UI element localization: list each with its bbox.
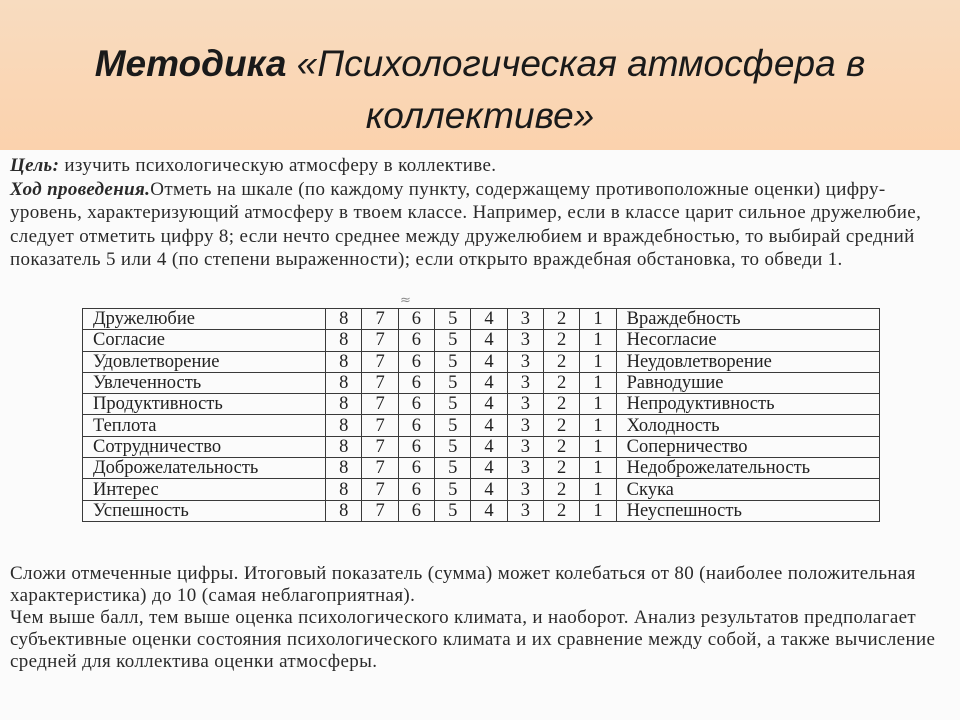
score-cell[interactable]: 5: [435, 436, 471, 457]
score-cell[interactable]: 2: [544, 330, 580, 351]
procedure-text: Отметь на шкале (по каждому пункту, содержащему противоположные оценки) цифру-уровень, характеризующий атмосферу в твоем классе. Например, если в классе царит сильное дружелюбие, следует отметить цифру 8; если нечто среднее между дружелюбием и враждебностью, то выбирай средний показатель 5 или 4 (по степени выраженности); если открыто враждебная обстановка, то обведи 1.: [10, 178, 922, 270]
negative-pole: Холодность: [616, 415, 879, 436]
negative-pole: Несогласие: [616, 330, 879, 351]
positive-pole: Интерес: [83, 479, 326, 500]
score-cell[interactable]: 5: [435, 394, 471, 415]
instructions: [10, 154, 955, 272]
score-cell[interactable]: 6: [398, 330, 434, 351]
score-cell[interactable]: 4: [471, 351, 507, 372]
score-cell[interactable]: 7: [362, 458, 398, 479]
score-cell[interactable]: 6: [398, 351, 434, 372]
scan-mark: ≈: [400, 293, 411, 308]
table-row: [83, 479, 880, 500]
table-row: [83, 330, 880, 351]
score-cell[interactable]: 2: [544, 372, 580, 393]
score-cell[interactable]: 2: [544, 394, 580, 415]
positive-pole: Дружелюбие: [83, 309, 326, 330]
score-cell[interactable]: 7: [362, 394, 398, 415]
score-cell[interactable]: 8: [326, 309, 362, 330]
score-cell[interactable]: 4: [471, 309, 507, 330]
score-cell[interactable]: 3: [507, 415, 543, 436]
positive-pole: Успешность: [83, 500, 326, 521]
positive-pole: Доброжелательность: [83, 458, 326, 479]
positive-pole: Теплота: [83, 415, 326, 436]
score-cell[interactable]: 8: [326, 415, 362, 436]
score-cell[interactable]: 6: [398, 415, 434, 436]
table-row: [83, 372, 880, 393]
score-cell[interactable]: 7: [362, 309, 398, 330]
scanned-document: [0, 150, 960, 720]
title-rest: «Психологическая атмосфера в коллективе»: [286, 43, 866, 136]
score-cell[interactable]: 3: [507, 458, 543, 479]
score-cell[interactable]: 5: [435, 372, 471, 393]
score-cell[interactable]: 3: [507, 436, 543, 457]
positive-pole: Согласие: [83, 330, 326, 351]
table-row: [83, 351, 880, 372]
title-bold: Методика: [94, 43, 287, 84]
score-cell[interactable]: 4: [471, 372, 507, 393]
score-cell[interactable]: 1: [580, 372, 616, 393]
score-cell[interactable]: 4: [471, 394, 507, 415]
score-cell[interactable]: 7: [362, 415, 398, 436]
negative-pole: Неуспешность: [616, 500, 879, 521]
score-cell[interactable]: 8: [326, 436, 362, 457]
score-cell[interactable]: 7: [362, 479, 398, 500]
score-cell[interactable]: 2: [544, 415, 580, 436]
score-cell[interactable]: 3: [507, 479, 543, 500]
score-cell[interactable]: 5: [435, 330, 471, 351]
table-row: [83, 500, 880, 521]
negative-pole: Равнодушие: [616, 372, 879, 393]
score-cell[interactable]: 2: [544, 309, 580, 330]
score-cell[interactable]: 1: [580, 500, 616, 521]
table-row: [83, 394, 880, 415]
rating-scale-table: [82, 308, 880, 522]
scoring-note: Сложи отмеченные цифры. Итоговый показатель (сумма) может колебаться от 80 (наиболее положительная характеристика) до 10 (самая неблагоприятная).: [10, 563, 916, 606]
score-cell[interactable]: 7: [362, 500, 398, 521]
score-cell[interactable]: 6: [398, 500, 434, 521]
score-cell[interactable]: 8: [326, 479, 362, 500]
score-cell[interactable]: 5: [435, 500, 471, 521]
page-title: [40, 38, 920, 142]
score-cell[interactable]: 8: [326, 351, 362, 372]
negative-pole: Неудовлетворение: [616, 351, 879, 372]
score-cell[interactable]: 1: [580, 309, 616, 330]
score-cell[interactable]: 5: [435, 479, 471, 500]
score-cell[interactable]: 7: [362, 330, 398, 351]
score-cell[interactable]: 6: [398, 372, 434, 393]
score-cell[interactable]: 5: [435, 351, 471, 372]
score-cell[interactable]: 3: [507, 500, 543, 521]
score-cell[interactable]: 1: [580, 458, 616, 479]
negative-pole: Скука: [616, 479, 879, 500]
score-cell[interactable]: 5: [435, 309, 471, 330]
score-cell[interactable]: 8: [326, 500, 362, 521]
score-cell[interactable]: 3: [507, 309, 543, 330]
score-cell[interactable]: 3: [507, 330, 543, 351]
score-cell[interactable]: 6: [398, 309, 434, 330]
score-cell[interactable]: 2: [544, 436, 580, 457]
score-cell[interactable]: 2: [544, 458, 580, 479]
score-cell[interactable]: 2: [544, 479, 580, 500]
score-cell[interactable]: 4: [471, 330, 507, 351]
score-cell[interactable]: 3: [507, 372, 543, 393]
score-cell[interactable]: 7: [362, 351, 398, 372]
results-notes: [10, 563, 955, 673]
analysis-note: Чем выше балл, тем выше оценка психологического климата, и наоборот. Анализ результатов предполагает субъективные оценки состояния психологического климата и их сравнение между собой, а также вычисление средней для коллектива оценки атмосферы.: [10, 607, 936, 672]
score-cell[interactable]: 3: [507, 351, 543, 372]
negative-pole: Враждебность: [616, 309, 879, 330]
positive-pole: Продуктивность: [83, 394, 326, 415]
score-cell[interactable]: 4: [471, 479, 507, 500]
score-cell[interactable]: 2: [544, 351, 580, 372]
table-row: [83, 458, 880, 479]
positive-pole: Удовлетворение: [83, 351, 326, 372]
score-cell[interactable]: 6: [398, 479, 434, 500]
score-cell[interactable]: 6: [398, 436, 434, 457]
score-cell[interactable]: 8: [326, 330, 362, 351]
goal-text: изучить психологическую атмосферу в коллективе.: [59, 155, 497, 176]
procedure-label: Ход проведения.: [10, 178, 151, 200]
negative-pole: Непродуктивность: [616, 394, 879, 415]
score-cell[interactable]: 8: [326, 372, 362, 393]
score-cell[interactable]: 8: [326, 394, 362, 415]
table-row: [83, 415, 880, 436]
score-cell[interactable]: 1: [580, 436, 616, 457]
score-cell[interactable]: 4: [471, 500, 507, 521]
score-cell[interactable]: 3: [507, 394, 543, 415]
table-row: [83, 309, 880, 330]
score-cell[interactable]: 2: [544, 500, 580, 521]
score-cell[interactable]: 1: [580, 394, 616, 415]
score-cell[interactable]: 1: [580, 479, 616, 500]
table-row: [83, 436, 880, 457]
score-cell[interactable]: 1: [580, 351, 616, 372]
positive-pole: Сотрудничество: [83, 436, 326, 457]
positive-pole: Увлеченность: [83, 372, 326, 393]
score-cell[interactable]: 6: [398, 458, 434, 479]
score-cell[interactable]: 7: [362, 372, 398, 393]
score-cell[interactable]: 7: [362, 436, 398, 457]
score-cell[interactable]: 4: [471, 436, 507, 457]
score-cell[interactable]: 5: [435, 458, 471, 479]
score-cell[interactable]: 1: [580, 415, 616, 436]
negative-pole: Соперничество: [616, 436, 879, 457]
score-cell[interactable]: 5: [435, 415, 471, 436]
title-banner: [0, 0, 960, 150]
score-cell[interactable]: 8: [326, 458, 362, 479]
score-cell[interactable]: 4: [471, 458, 507, 479]
goal-label: Цель:: [10, 155, 60, 176]
score-cell[interactable]: 4: [471, 415, 507, 436]
score-cell[interactable]: 1: [580, 330, 616, 351]
negative-pole: Недоброжелательность: [616, 458, 879, 479]
score-cell[interactable]: 6: [398, 394, 434, 415]
